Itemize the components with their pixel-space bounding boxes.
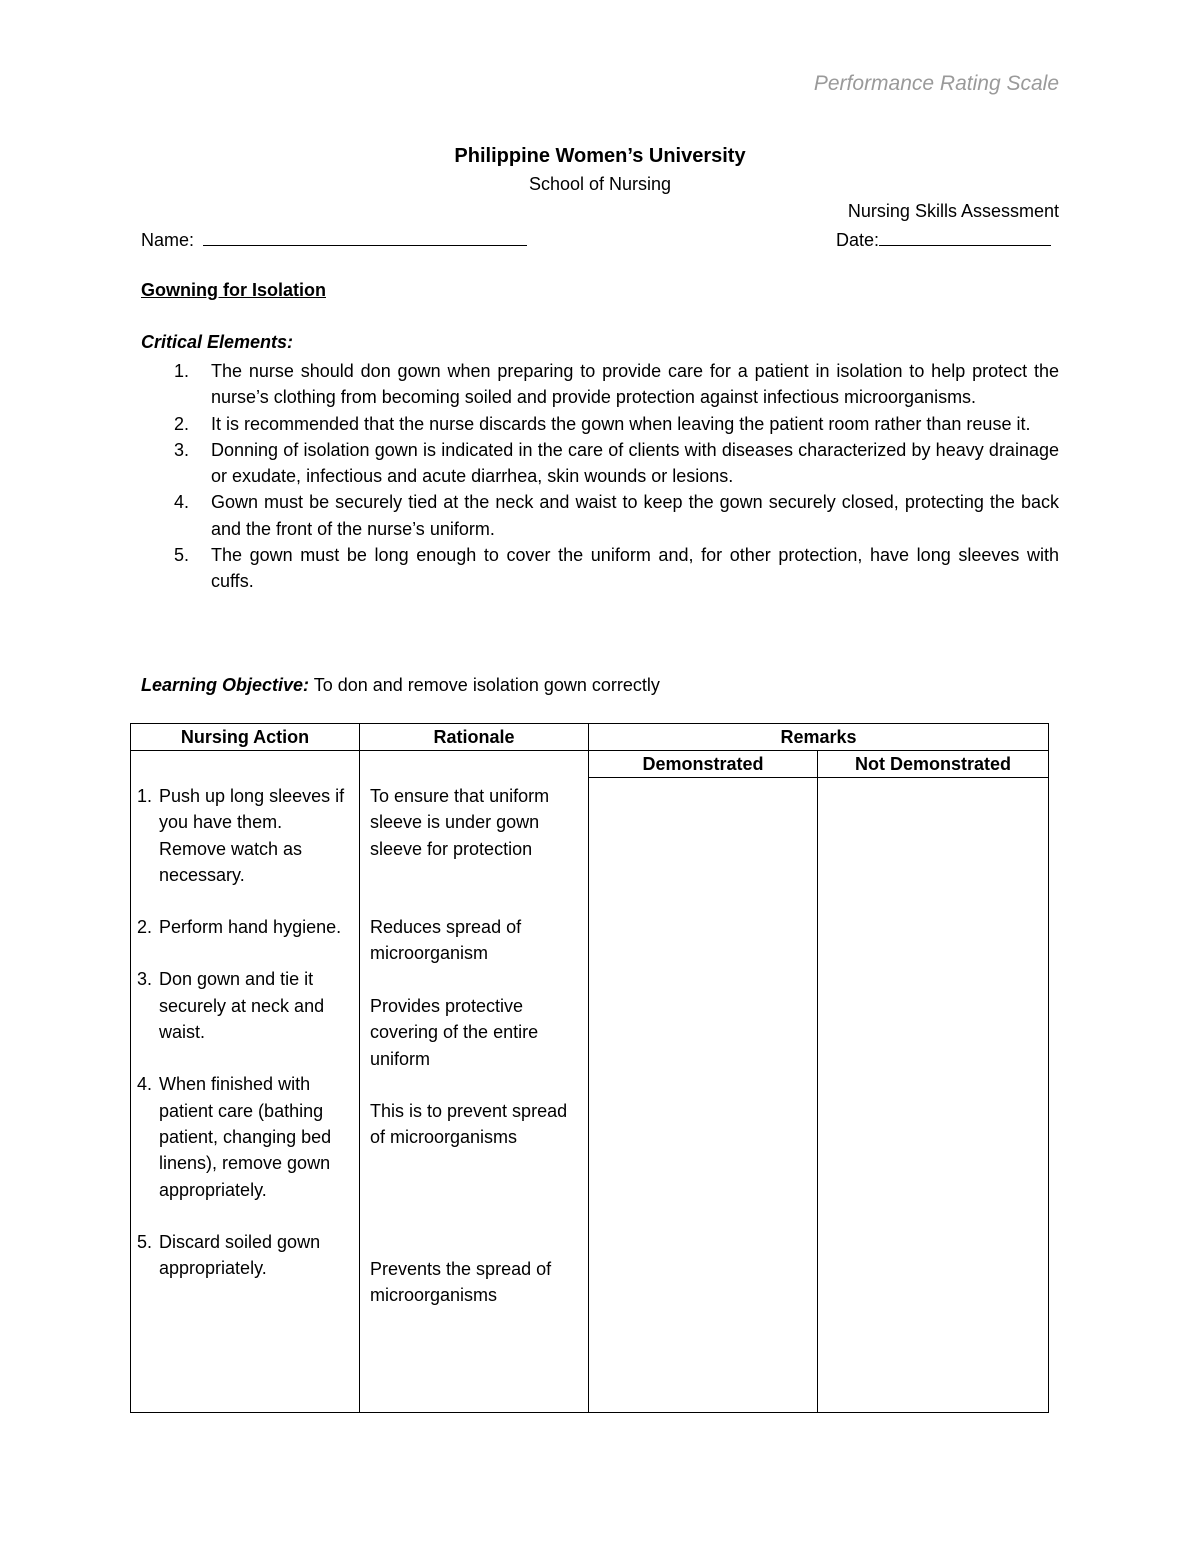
rationale-cell [360, 751, 589, 1413]
school-name: School of Nursing [528, 174, 672, 194]
rationale-item: Provides protective covering of the entire uniform [370, 996, 539, 1069]
list-item: 1. The nurse should don gown when preparing to provide care for a patient in isolation to help protect the nurse’s clothing from becoming soiled and provide protection against infectious microorganisms. [174, 361, 1059, 408]
header-rationale: Rationale [360, 724, 589, 751]
section-title: Gowning for Isolation [141, 280, 326, 300]
learning-objective [141, 675, 660, 696]
name-label: Name: [141, 230, 195, 250]
running-head: Performance Rating Scale [813, 72, 1059, 95]
rationale-item: Reduces spread of microorganism [370, 917, 522, 964]
list-item: 5. The gown must be long enough to cover the uniform and, for other protection, have long sleeves with cuffs. [174, 545, 1059, 592]
assessment-title: Nursing Skills Assessment [847, 201, 1059, 221]
rationale-item: To ensure that uniform sleeve is under gown sleeve for protection [370, 786, 550, 859]
header-nursing-action: Nursing Action [131, 724, 360, 751]
header-demonstrated: Demonstrated [589, 751, 818, 778]
critical-elements-label: Critical Elements: [141, 332, 294, 352]
table-row: 1. Push up long sleeves if you have them. Remove watch as necessary. [137, 786, 345, 885]
table-row: 2. Perform hand hygiene. [137, 917, 342, 938]
table-row: 5. Discard soiled gown appropriately. [137, 1231, 321, 1279]
list-item: 2. It is recommended that the nurse discards the gown when leaving the patient room rather than reuse it. [174, 413, 1031, 434]
name-field[interactable] [141, 227, 527, 251]
university-name: Philippine Women’s University [454, 145, 746, 167]
date-label: Date: [836, 230, 880, 250]
rationale-item: Prevents the spread of microorganisms [370, 1259, 552, 1306]
demonstrated-column[interactable] [589, 778, 818, 1413]
objective-text: To don and remove isolation gown correctly [309, 675, 660, 695]
date-field[interactable] [836, 227, 1051, 251]
not-demonstrated-column[interactable] [818, 778, 1049, 1413]
header-remarks: Remarks [589, 724, 1049, 751]
date-blank[interactable] [879, 227, 1051, 246]
rationale-item: This is to prevent spread of microorganisms [370, 1101, 568, 1148]
objective-label: Learning Objective: [141, 675, 310, 695]
nursing-actions-cell [131, 751, 360, 1413]
assessment-table [130, 723, 1049, 1413]
table-row: 3. Don gown and tie it securely at neck and waist. [137, 969, 325, 1043]
header-not-demonstrated: Not Demonstrated [818, 751, 1049, 778]
table-row: 4. When finished with patient care (bathing patient, changing bed linens), remove gown appropriately. [137, 1074, 332, 1200]
critical-elements-list [141, 358, 1059, 595]
list-item: 3. Donning of isolation gown is indicated in the care of clients with diseases characterized by heavy drainage or exudate, infectious and acute diarrhea, skin wounds or lesions. [174, 439, 1059, 487]
list-item: 4. Gown must be securely tied at the neck and waist to keep the gown securely closed, protecting the back and the front of the nurse’s uniform. [174, 492, 1059, 539]
name-blank[interactable] [203, 227, 527, 246]
